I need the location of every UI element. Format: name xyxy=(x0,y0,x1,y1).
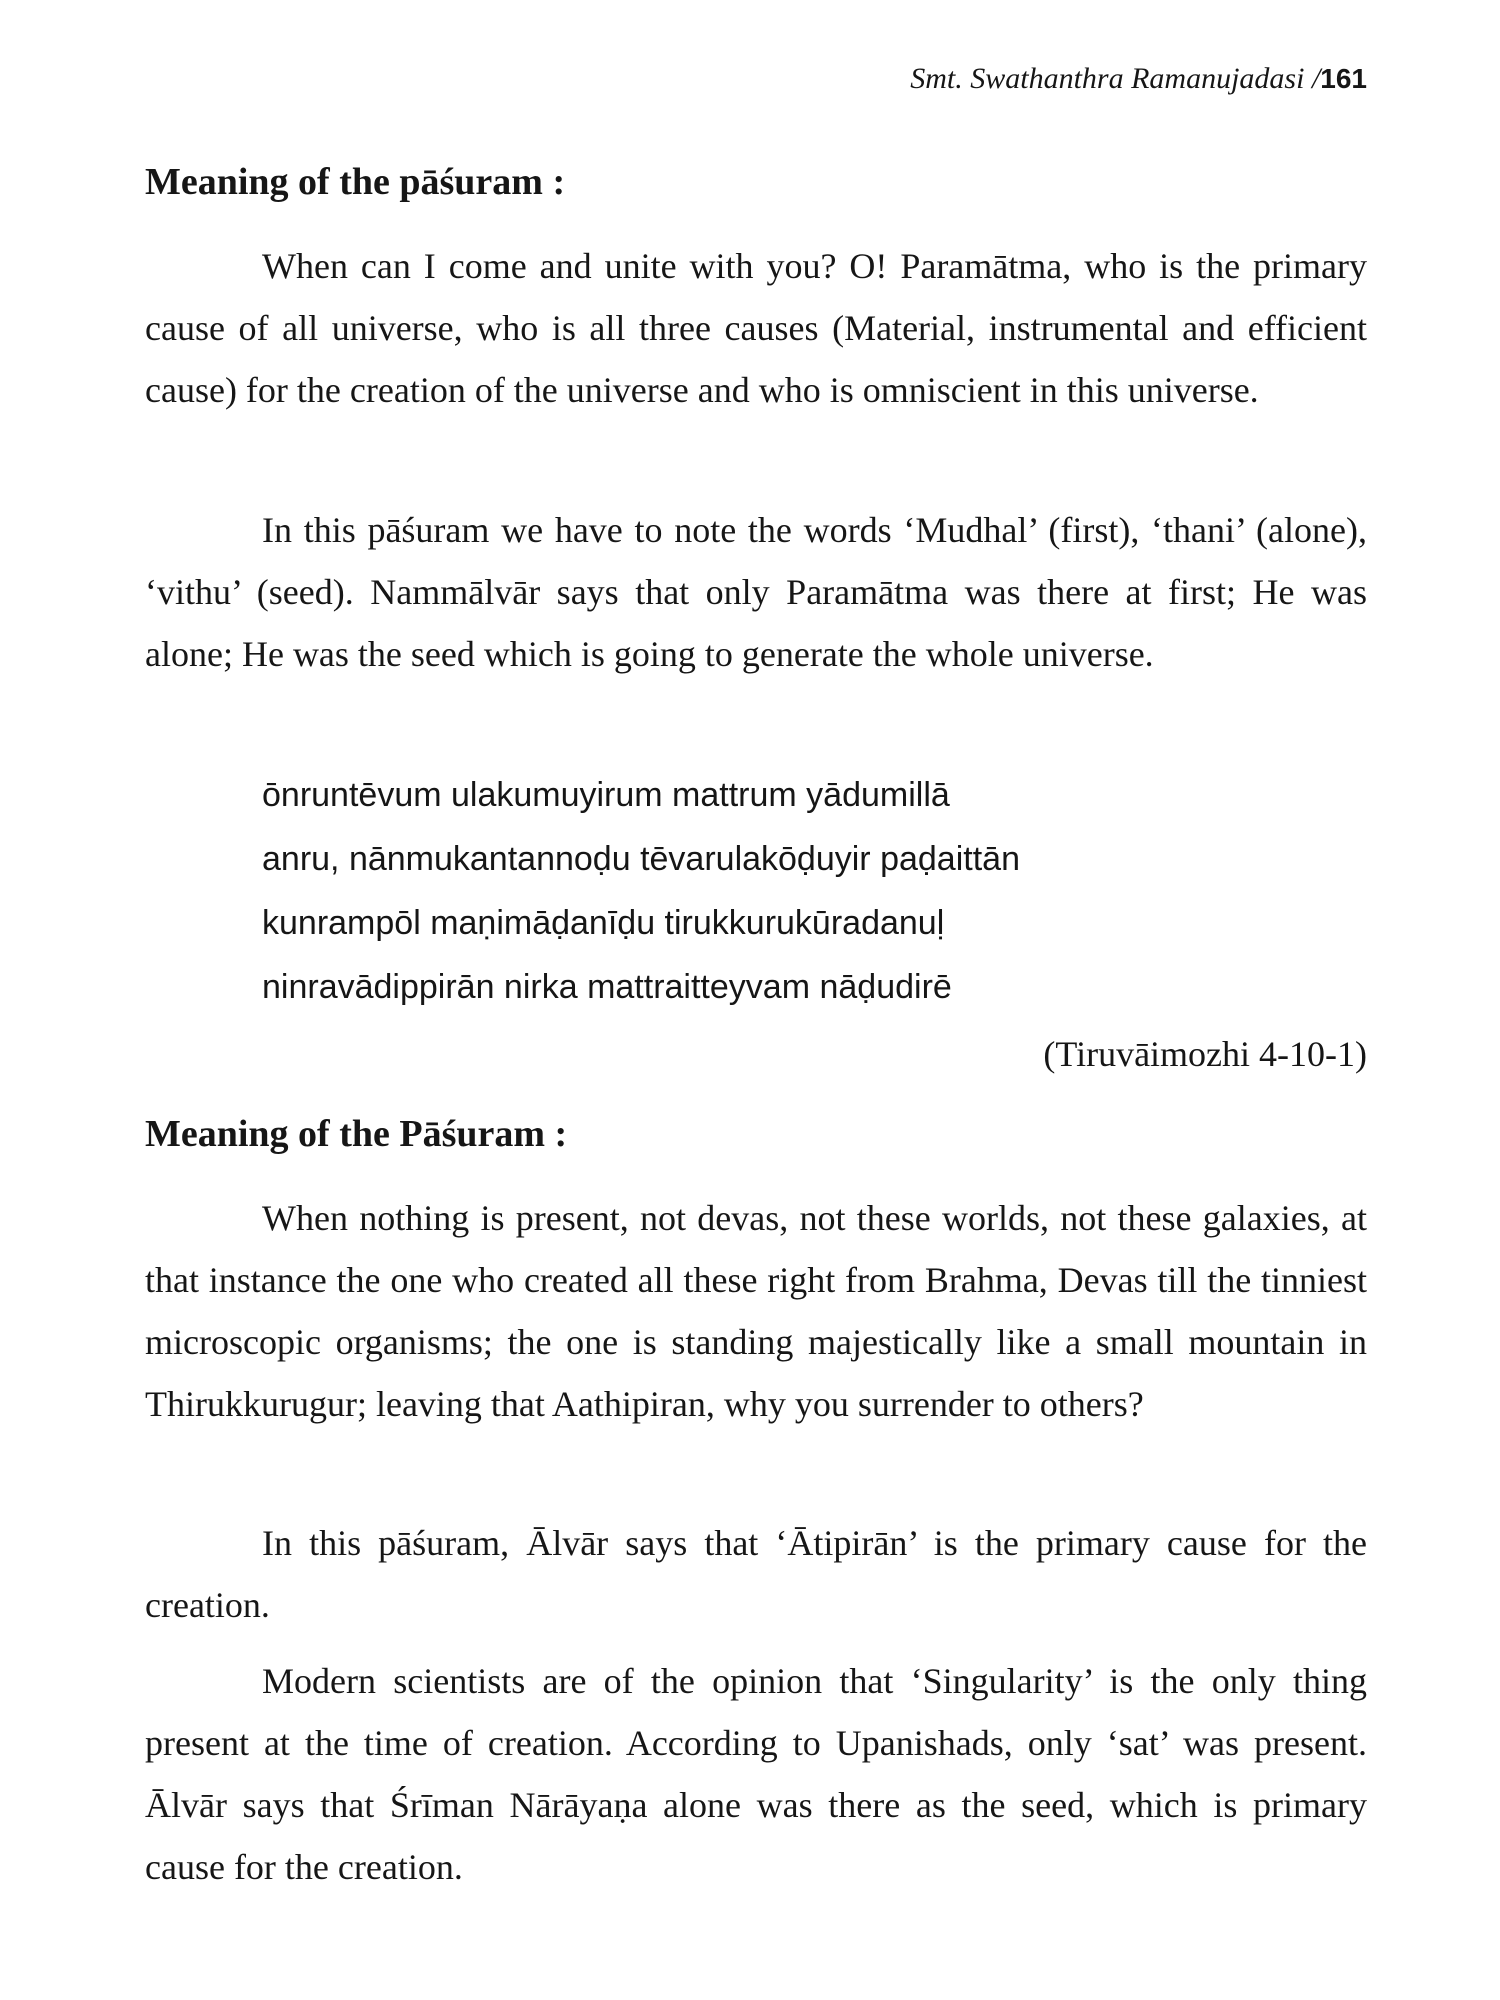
paragraph-singularity: Modern scientists are of the opinion that ‘Singularity’ is the only thing present at the time of creation. According to Upanishads, only ‘sat’ was present. Ālvār says that Śrīman Nārāyaṇa alone was there as the seed, which is primary cause for the creation. xyxy=(145,1661,1367,1887)
section-heading-1: Meaning of the pāśuram : xyxy=(145,161,566,203)
paragraph-key-words: In this pāśuram we have to note the words ‘Mudhal’ (first), ‘thani’ (alone), ‘vithu’ (seed). Nammālvār says that only Paramātma was there at first; He was alone; He was the seed which is going to generate the whole universe. xyxy=(145,510,1367,674)
book-page xyxy=(145,0,1367,2000)
page-number: 161 xyxy=(1320,63,1367,94)
verse-citation: (Tiruvāimozhi 4-10-1) xyxy=(1043,1034,1367,1074)
section-heading-2: Meaning of the Pāśuram : xyxy=(145,1113,568,1155)
pasuram-verse xyxy=(262,763,1262,1019)
paragraph-meaning-1: When can I come and unite with you? O! Paramātma, who is the primary cause of all universe, who is all three causes (Material, instrumental and efficient cause) for the creation of the universe and who is omniscient in this universe. xyxy=(145,246,1367,410)
verse-line: kunrampōl maṇimāḍanīḍu tirukkurukūradanuḷ xyxy=(262,904,945,942)
verse-line: anru, nānmukantannoḍu tēvarulakōḍuyir paḍaittān xyxy=(262,840,1020,878)
paragraph-atipiran: In this pāśuram, Ālvār says that ‘Ātipirān’ is the primary cause for the creation. xyxy=(145,1523,1367,1625)
header-author: Smt. Swathanthra Ramanujadasi / xyxy=(910,62,1321,95)
verse-line: ōnruntēvum ulakumuyirum mattrum yādumillā xyxy=(262,776,950,814)
running-header xyxy=(910,62,1367,96)
paragraph-meaning-2: When nothing is present, not devas, not these worlds, not these galaxies, at that instance the one who created all these right from Brahma, Devas till the tinniest microscopic organisms; the one is standing majestically like a small mountain in Thirukkurugur; leaving that Aathipiran, why you surrender to others? xyxy=(145,1198,1367,1424)
verse-line: ninravādippirān nirka mattraitteyvam nāḍudirē xyxy=(262,968,952,1006)
